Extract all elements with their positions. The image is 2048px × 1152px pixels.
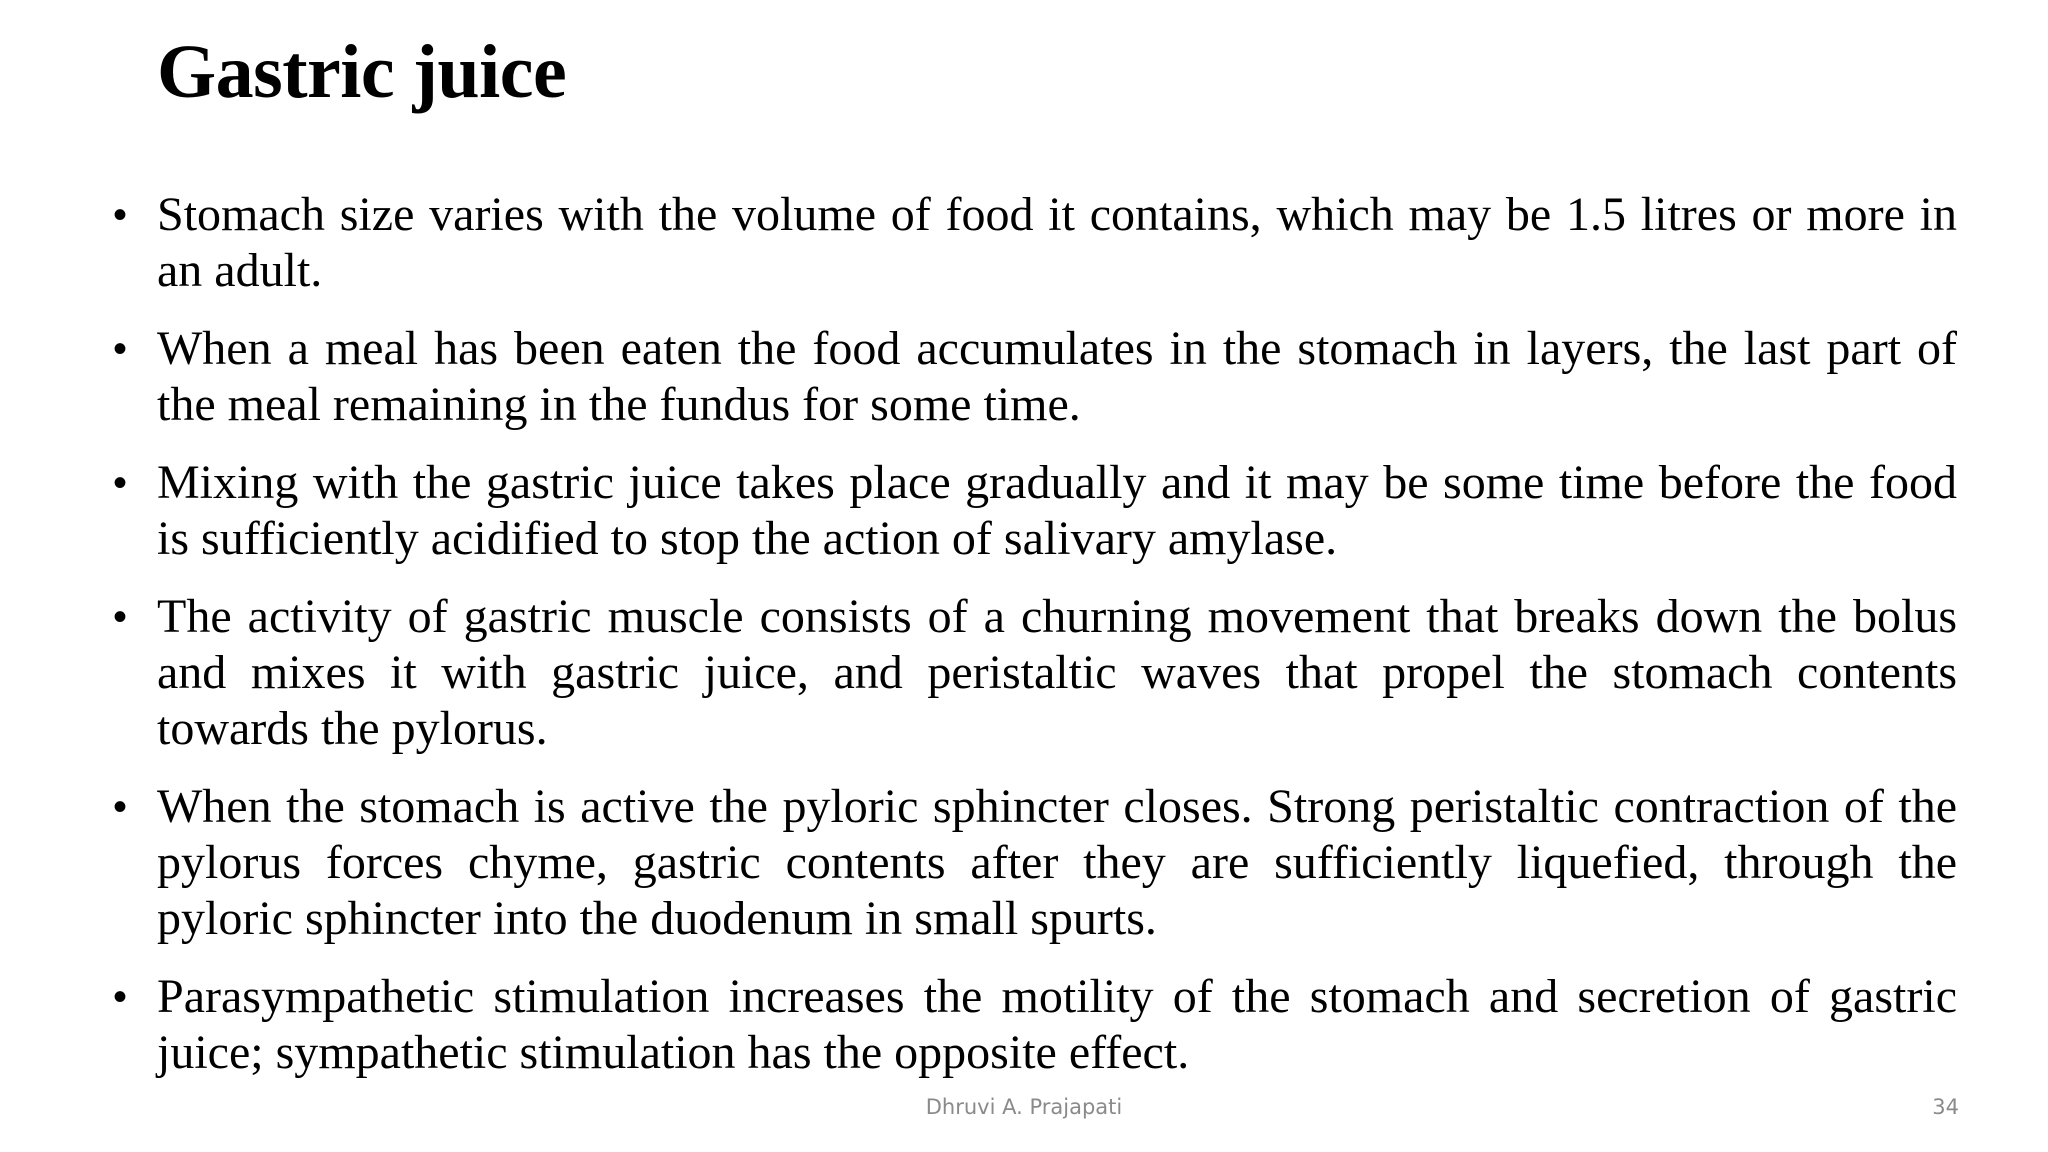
bullet-item	[113, 969, 1957, 1081]
bullet-icon: •	[113, 785, 128, 829]
bullet-text: When a meal has been eaten the food accumulates in the stomach in layers, the last part of the meal remaining in the fundus for some time.	[157, 322, 1957, 431]
bullet-item	[113, 321, 1957, 433]
bullet-icon: •	[113, 461, 128, 505]
footer-author: Dhruvi A. Prajapati	[925, 1095, 1123, 1119]
bullet-icon: •	[113, 327, 128, 371]
page-number: 34	[1932, 1095, 1959, 1119]
bullet-item	[113, 779, 1957, 947]
bullet-text: Stomach size varies with the volume of food it contains, which may be 1.5 litres or more in an adult.	[157, 188, 1957, 297]
bullet-item	[113, 589, 1957, 757]
bullet-text: When the stomach is active the pyloric sphincter closes. Strong peristaltic contraction of the pylorus forces chyme, gastric contents after they are sufficiently liquefied, through the pyloric sphincter into the duodenum in small spurts.	[157, 780, 1957, 945]
bullet-icon: •	[113, 975, 128, 1019]
bullet-icon: •	[113, 595, 128, 639]
slide-title: Gastric juice	[157, 30, 567, 114]
bullet-text: The activity of gastric muscle consists of a churning movement that breaks down the bolus and mixes it with gastric juice, and peristaltic waves that propel the stomach contents towards the pylorus.	[157, 590, 1957, 755]
bullet-item	[113, 187, 1957, 299]
bullet-list	[113, 187, 1957, 1081]
bullet-text: Mixing with the gastric juice takes place gradually and it may be some time before the food is sufficiently acidified to stop the action of salivary amylase.	[157, 456, 1957, 565]
bullet-text: Parasympathetic stimulation increases the motility of the stomach and secretion of gastric juice; sympathetic stimulation has the opposite effect.	[157, 970, 1957, 1079]
bullet-icon: •	[113, 193, 128, 237]
bullet-item	[113, 455, 1957, 567]
